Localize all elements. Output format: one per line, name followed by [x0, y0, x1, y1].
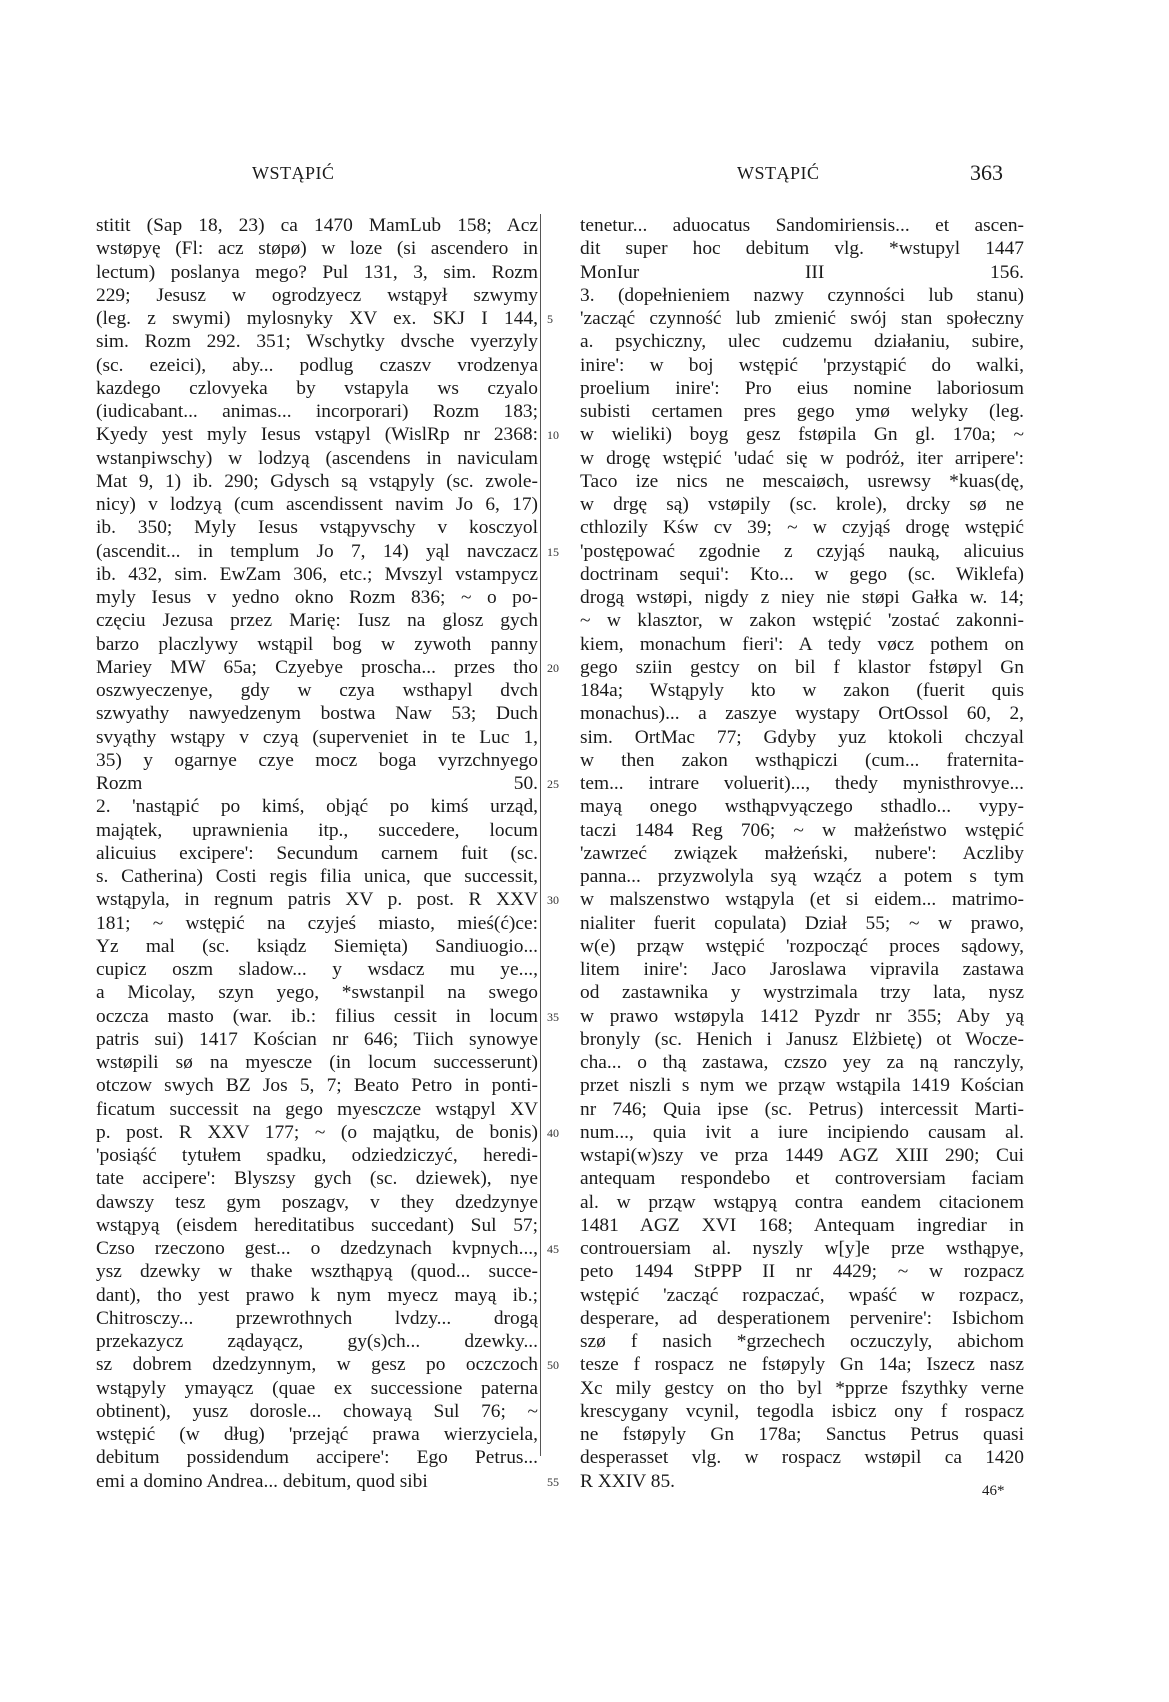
left-column [96, 214, 538, 1493]
right-column [580, 214, 1024, 1493]
text-line: nialiter fuerit copulata) Dział 55; ~ w prawo, [580, 912, 1024, 934]
text-line: w(e) prząw wstępić 'rozpocząć proces sądowy, [580, 935, 1024, 957]
text-line: ysz dzewky w thake wszthąpyą (quod... succe- [96, 1261, 538, 1283]
text-line: MonIur III 156. [580, 261, 1024, 283]
text-line: otczow swych BZ Jos 5, 7; Beato Petro in ponti- [96, 1075, 538, 1097]
line-number: 20 [547, 660, 559, 675]
text-line: 'postępować zgodnie z czyjąś nauką, alicuius [580, 540, 1024, 562]
line-number: 5 [547, 312, 553, 326]
line-number: 50 [547, 1358, 559, 1373]
text-line: taczi 1484 Reg 706; ~ w małżeństwo wstępić [580, 819, 1024, 841]
text-line: litem inire': Jaco Jaroslawa vipravila zastawa [580, 959, 1024, 980]
text-line: kiem, monachum fieri': A tedy vøcz pothem on [580, 633, 1024, 655]
text-line: tate accipere': Blyszsy gych (sc. dziewek), nye [96, 1168, 538, 1190]
text-line: cha... o thą zastawa, czszo yey za ną ranczyly, [580, 1052, 1024, 1073]
text-line: panna... przyzwolyla syą wząćz a potem s tym [580, 866, 1024, 887]
text-line: szwyathy nawyedzenym bostwa Naw 53; Duch [96, 703, 538, 725]
text-line: wstapi(w)szy ve prza 1449 AGZ XIII 290; Cui [580, 1145, 1024, 1166]
text-line: emi a domino Andrea... debitum, quod sibi [96, 1470, 428, 1492]
text-line: ib. 350; Myly Iesus vstąpyvschy v kosczyol [96, 517, 538, 539]
text-line: Yz mal (sc. ksiądz Siemięta) Sandiuogio... [96, 935, 538, 957]
text-line: majątek, uprawnienia itp., succedere, locum [96, 819, 538, 841]
text-line: Czso rzeczono gest... o dzedzynach kvpnych..., [96, 1238, 538, 1259]
text-line: wstąpyly ymayącz (quae ex successione paterna [96, 1377, 538, 1399]
text-line: desperare, ad desperationem pervenire': Isbichom [580, 1307, 1024, 1329]
text-line: num..., quia ivit a iure incipiendo causam al. [580, 1121, 1024, 1143]
text-line: kazdego czlovyeka by vstapyla ws czyalo [96, 377, 538, 399]
text-line: 3. (dopełnieniem nazwy czynności lub stanu) [580, 284, 1024, 306]
column-divider [540, 214, 541, 1456]
text-line: sim. OrtMac 77; Gdyby yuz ktokoli chczyal [580, 726, 1024, 748]
text-line: w malszenstwo wstąpyla (et si eidem... matrimo- [580, 889, 1024, 911]
text-line: oszwyeczenye, gdy w czya wsthapyl dvch [96, 680, 538, 701]
text-line: ~ w klasztor, w zakon wstępić 'zostać zakonni- [580, 610, 1024, 632]
text-line: 'zacząć czynność lub zmienić swój stan społeczny [580, 308, 1024, 329]
text-line: Taco ize nics ne mescaiøch, usrewsy *kuas(dę, [580, 470, 1024, 492]
text-line: wstąpyla, in regnum patris XV p. post. R XXV [96, 889, 538, 911]
text-line: 1481 AGZ XVI 168; Antequam ingrediar in [580, 1214, 1024, 1236]
text-line: 184a; Wstąpyly kto w zakon (fuerit quis [580, 680, 1024, 701]
line-number: 40 [547, 1125, 559, 1140]
text-line: obtinent), yusz dorosle... chowayą Sul 76; ~ [96, 1400, 538, 1422]
text-line: w drogę wstępić 'udać się w podróż, iter arripere': [580, 447, 1024, 469]
line-number: 35 [547, 1009, 559, 1024]
text-line: monachus)... a zaszye wystapy OrtOssol 60, 2, [580, 703, 1024, 725]
text-line: 'posiąść tytułem spadku, odziedziczyć, heredi- [96, 1145, 538, 1166]
text-line: od zastawnika y wystrzimala trzy lata, nysz [580, 982, 1024, 1004]
text-line: przekazycz ządayącz, gy(s)ch... dzewky... [96, 1331, 538, 1352]
text-line: doctrinam sequi': Kto... w gego (sc. Wiklefa) [580, 563, 1024, 585]
text-line: wstanpiwschy) w lodzyą (ascendens in naviculam [96, 447, 538, 469]
text-line: wstøpili sø na myescze (in locum successerunt) [96, 1052, 538, 1073]
text-line: p. post. R XXV 177; ~ (o majątku, de bonis) [96, 1121, 538, 1143]
text-line: (ascendit... in templum Jo 7, 14) yąl navczacz [96, 540, 538, 562]
text-line: ficatum successit na gego myesczcze wstąpyl XV [96, 1098, 538, 1120]
page-number: 363 [970, 160, 1003, 185]
text-line: w then zakon wsthąpiczi (cum... fraternita- [580, 749, 1024, 771]
text-line: 181; ~ wstępić na czyjeś miasto, mieś(ć)ce: [96, 912, 538, 934]
text-line: svyąthy wstąpy v czyą (superveniet in te Luc 1, [96, 726, 538, 748]
text-line: peto 1494 StPPP II nr 4429; ~ w rozpacz [580, 1261, 1024, 1283]
text-line: bronyly (sc. Henich i Janusz Elżbietę) ot Wocze- [580, 1028, 1024, 1050]
printer-signature: 46* [982, 1483, 1005, 1499]
text-line: gego sziin gestcy on bil f klastor fstøpyl Gn [580, 656, 1024, 678]
text-line: controuersiam al. nyszly w[y]e prze wsthąpye, [580, 1238, 1024, 1259]
text-line: wstępić 'zacząć rozpaczać, wpaść w rozpacz, [580, 1284, 1024, 1306]
text-line: Kyedy yest myly Iesus vstąpyl (WislRp nr 2368: [96, 424, 538, 446]
text-line: nicy) v lodzyą (cum ascendissent navim Jo 6, 17) [96, 494, 538, 515]
text-line: lectum) poslanya mego? Pul 131, 3, sim. Rozm [96, 261, 538, 283]
text-line: przet niszli s nym we prząw wstąpila 1419 Kościan [580, 1075, 1024, 1097]
text-line: w drgę są) vstøpily (sc. krole), drcky sø ne [580, 494, 1024, 515]
text-line: Xc mily gestcy on tho byl *pprze fszythky verne [580, 1377, 1024, 1399]
text-line: Chitrosczy... przewrothnych lvdzy... drogą [96, 1307, 538, 1329]
text-line: (sc. ezeici), aby... podlug czaszv vrodzenya [96, 354, 538, 376]
text-line: tem... intrare voluerit)..., thedy mynisthrovye... [580, 773, 1024, 794]
text-line: 'zawrzeć związek małżeński, nubere': Aczliby [580, 842, 1024, 864]
text-line: sim. Rozm 292. 351; Wschytky dvsche vyerzyly [96, 331, 538, 353]
line-number: 45 [547, 1242, 559, 1256]
text-line: desperasset vlg. w rospacz wstøpil ca 1420 [580, 1447, 1024, 1469]
text-line: antequam respondebo et controversiam faciam [580, 1168, 1024, 1190]
text-line: Mat 9, 1) ib. 290; Gdysch są vstąpyly (sc. zwole- [96, 470, 538, 492]
text-line: dant), tho yest prawo k nym myecz mayą ib.; [96, 1284, 538, 1306]
text-line: ne fstøpyly Gn 178a; Sanctus Petrus quasi [580, 1424, 1024, 1445]
text-line: cupicz oszm sladow... y wsdacz mu ye..., [96, 959, 538, 980]
text-line: 35) y ogarnye czye mocz boga vyrzchnyego [96, 749, 538, 771]
text-line: al. w prząw wstąpyą contra eandem citacionem [580, 1191, 1024, 1213]
text-line: barzo placzlywy wstąpil bog w zywoth panny [96, 633, 538, 655]
text-line: w prawo wstøpyla 1412 Pyzdr nr 355; Aby yą [580, 1005, 1024, 1027]
text-line: cthlozily Kśw cv 39; ~ w czyjąś drogę wstępić [580, 517, 1024, 539]
text-line: alicuius excipere': Secundum carnem fuit (sc. [96, 842, 538, 864]
text-line: patris sui) 1417 Kościan nr 646; Tiich synowye [96, 1028, 538, 1050]
text-line: debitum possidendum accipere': Ego Petrus... [96, 1447, 538, 1469]
line-number: 15 [547, 544, 559, 559]
text-line: tenetur... aduocatus Sandomiriensis... et ascen- [580, 215, 1024, 236]
text-line: R XXIV 85. [580, 1470, 675, 1492]
line-number: 55 [547, 1474, 559, 1489]
text-line: myly Iesus v yedno okno Rozm 836; ~ o po- [96, 587, 538, 608]
text-line: sz dobrem dzedzynnym, w gesz po oczczoch [96, 1354, 538, 1376]
text-line: dit super hoc debitum vlg. *wstupyl 1447 [580, 238, 1024, 260]
text-line: nr 746; Quia ipse (sc. Petrus) intercessit Marti- [580, 1098, 1024, 1120]
text-line: Rozm 50. [96, 773, 538, 794]
text-line: drogą wstøpi, nigdy z niey nie støpi Gałka w. 14; [580, 587, 1024, 608]
text-line: subisti certamen pres gego ymø welyky (leg. [580, 401, 1024, 422]
text-line: proelium inire': Pro eius nomine laboriosum [580, 377, 1024, 399]
text-line: w wieliki) boyg gesz fstøpila Gn gl. 170a; ~ [580, 424, 1024, 446]
text-line: wstøpyę (Fl: acz støpø) w loze (si ascendero in [96, 238, 538, 260]
text-line: tesze f rospacz ne fstøpyly Gn 14a; Iszecz nasz [580, 1354, 1024, 1376]
text-line: stitit (Sap 18, 23) ca 1470 MamLub 158; Acz [96, 215, 538, 236]
text-line: (leg. z swymi) mylosnyky XV ex. SKJ I 144, [96, 308, 538, 329]
right-running-head: WSTĄPIĆ [737, 163, 820, 183]
line-number: 30 [547, 893, 559, 908]
text-line: inire': w boj wstępić 'przystąpić do walki, [580, 354, 1024, 376]
text-line: Mariey MW 65a; Czyebye proscha... przes tho [96, 656, 538, 678]
line-number: 10 [547, 428, 559, 443]
text-line: ib. 432, sim. EwZam 306, etc.; Mvszyl vstampycz [96, 563, 538, 585]
text-line: mayą onego wsthąpvyączego sthadlo... vypy- [580, 796, 1024, 818]
text-line: wstępić (w dług) 'przejąć prawa wierzyciela, [96, 1424, 538, 1445]
text-line: oczcza masto (war. ib.: filius cessit in locum [96, 1005, 538, 1027]
text-line: s. Catherina) Costi regis filia unica, que successit, [96, 866, 538, 887]
text-line: 2. 'nastąpić po kimś, objąć po kimś urząd, [96, 796, 538, 818]
text-line: wstąpyą (eisdem hereditatibus succedant) Sul 57; [96, 1214, 538, 1236]
text-line: a. psychiczny, ulec cudzemu działaniu, subire, [580, 331, 1024, 353]
text-line: krescygany vcynil, tegodla isbicz ony f rospacz [580, 1400, 1024, 1422]
left-running-head: WSTĄPIĆ [252, 163, 335, 183]
text-line: a Micolay, szyn yego, *swstanpil na swego [96, 982, 538, 1004]
text-line: (iudicabant... animas... incorporari) Rozm 183; [96, 401, 538, 422]
text-line: dawszy tesz gym poszagv, v they dzedzynye [96, 1191, 538, 1213]
text-line: częciu Jezusa przez Marię: Iusz na glosz gych [96, 610, 538, 632]
text-line: 229; Jesusz w ogrodzyecz wstąpył szwymy [96, 284, 538, 306]
line-number: 25 [547, 777, 559, 791]
text-line: szø f nasich *grzechech oczuczyly, abichom [580, 1331, 1024, 1352]
